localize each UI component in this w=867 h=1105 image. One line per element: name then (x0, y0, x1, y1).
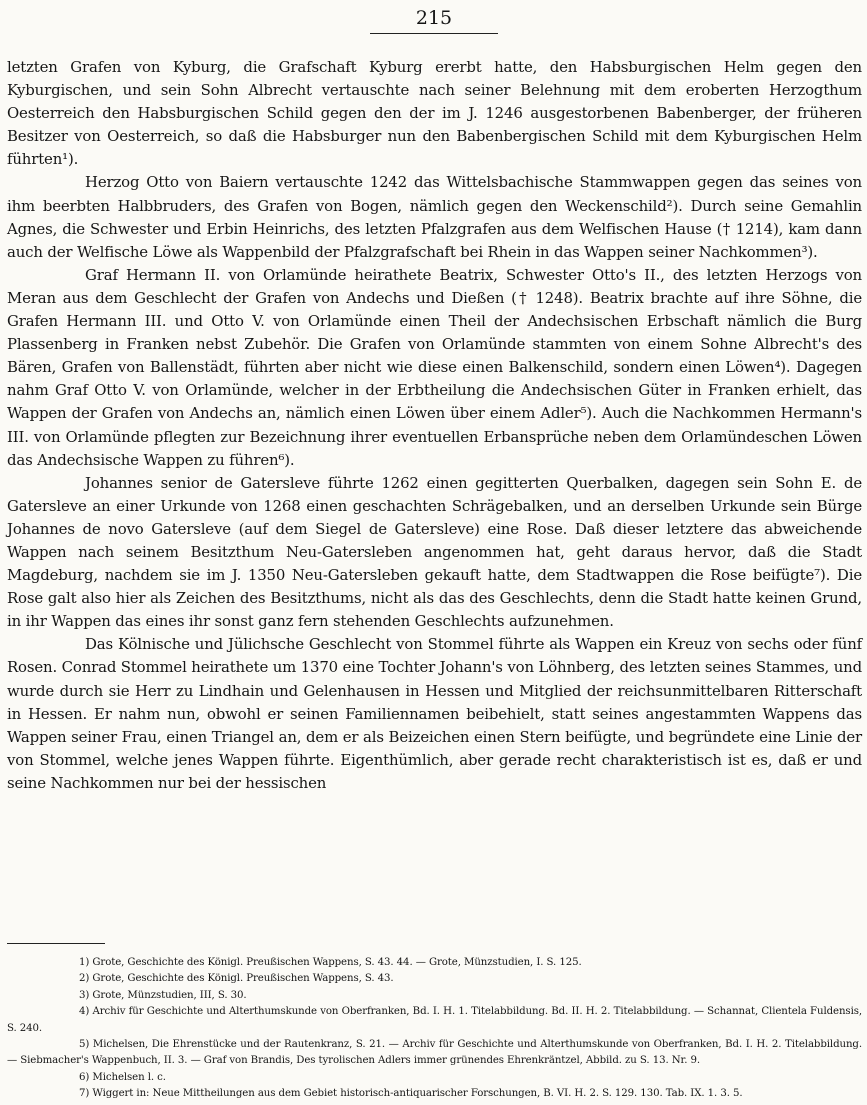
footnote-1: 1) Grote, Geschichte des Königl. Preußischen Wappens, S. 43. 44. — Grote, Münzstudien, I. S. 125. (79, 957, 582, 968)
footnote-6: 6) Michelsen l. c. (79, 1071, 166, 1083)
paragraph-gatersleve: Johannes senior de Gatersleve führte 1262 einen gegitterten Querbalken, dagegen sein Sohn E. de Gatersleve an einer Urkunde von 1268 einen geschachten Schrägebalken, und an derselben Urkunde sein Bürge Johannes de novo Gatersleve (auf dem Siegel de Gatersleve) eine Rose. Daß dieser letztere das abweichende Wappen nach seinem Besitzthum Neu-Gatersleben angenommen hat, geht daraus hervor, daß die Stadt Magdeburg, nachdem sie im J. 1350 Neu-Gatersleben gekauft hatte, dem Stadtwappen die Rose beifügte⁷). Die Rose galt also hier als Zeichen des Besitzthums, nicht als das des Geschlechts, denn die Stadt hatte keinen Grund, in ihr Wappen das eines ihr sonst ganz fern stehenden Geschlechts aufzunehmen. (7, 473, 862, 631)
paragraph-otto-von-baiern: Herzog Otto von Baiern vertauschte 1242 das Wittelsbachische Stammwappen gegen das seines von ihm beerbten Halbbruders, des Grafen von Bogen, nämlich gegen den Weckenschild²). Durch seine Gemahlin Agnes, die Schwester und Erbin Heinrichs, des letzten Pfalzgrafen aus dem Welfischen Hause († 1214), kam dann auch der Welfische Löwe als Wappenbild der Pfalzgrafschaft bei Rhein in das Wappen seiner Nachkommen³). (7, 173, 862, 261)
main-text (7, 56, 862, 795)
footnote-5: 5) Michelsen, Die Ehrenstücke und der Rautenkranz, S. 21. — Archiv für Geschichte und Alterthumskunde von Oberfranken, Bd. I. H. 2. Titelabbildung. — Siebmacher's Wappenbuch, II. 3. — Graf von Brandis, Des tyrolischen Adlers immer grünendes Ehrenkräntzel, Abbild. zu S. 13. Nr. 9. (7, 1039, 862, 1067)
footnote-divider (7, 943, 105, 944)
footnote-2: 2) Grote, Geschichte des Königl. Preußischen Wappens, S. 43. (79, 973, 394, 985)
page-number: 215 (370, 6, 498, 34)
paragraph-stommel: Das Kölnische und Jülichsche Geschlecht von Stommel führte als Wappen ein Kreuz von sechs oder fünf Rosen. Conrad Stommel heirathete um 1370 eine Tochter Johann's von Löhnberg, des letzten seines Stammes, und wurde durch sie Herr zu Lindhain und Gelenhausen in Hessen und Mitglied der reichsunmittelbaren Ritterschaft in Hessen. Er nahm nun, obwohl er seinen Familiennamen beibehielt, statt seines angestammten Wappens das Wappen seiner Frau, einen Triangel an, dem er als Beizeichen einen Stern beifügte, und begründete eine Linie der von Stommel, welche jenes Wappen führte. Eigenthümlich, aber gerade recht charakteristisch ist es, daß er und seine Nachkommen nur bei der hessischen (7, 635, 862, 792)
footnote-7: 7) Wiggert in: Neue Mittheilungen aus dem Gebiet historisch-antiquarischer Forschungen, B. VI. H. 2. S. 129. 130. Tab. IX. 1. 3. 5. (79, 1088, 743, 1100)
paragraph-orlamuende: Graf Hermann II. von Orlamünde heirathete Beatrix, Schwester Otto's II., des letzten Herzogs von Meran aus dem Geschlecht der Grafen von Andechs und Dießen († 1248). Beatrix brachte auf ihre Söhne, die Grafen Hermann III. und Otto V. von Orlamünde einen Theil der Andechsischen Erbschaft nämlich die Burg Plassenberg in Franken nebst Zubehör. Die Grafen von Orlamünde stammten von einem Sohne Albrecht's des Bären, Grafen von Ballenstädt, führten aber nicht wie diese einen Balkenschild, sondern einen Löwen⁴). Dagegen nahm Graf Otto V. von Orlamünde, welcher in der Erbtheilung die Andechsischen Güter in Franken erhielt, das Wappen der Grafen von Andechs an, nämlich einen Löwen über einem Adler⁵). Auch die Nachkommen Hermann's III. von Orlamünde pflegten zur Bezeichnung ihrer eventuellen Erbansprüche neben dem Orlamündeschen Löwen das Andechsische Wappen zu führen⁶). (7, 265, 862, 469)
footnote-3: 3) Grote, Münzstudien, III, S. 30. (79, 989, 247, 1001)
footnotes (7, 955, 862, 1103)
paragraph-kyburg: letzten Grafen von Kyburg, die Grafschaft Kyburg ererbt hatte, den Habsburgischen Helm gegen den Kyburgischen, und sein Sohn Albrecht vertauschte nach seiner Belehnung mit dem eroberten Herzogthum Oesterreich den Habsburgischen Schild gegen den der im J. 1246 ausgestorbenen Babenberger, der früheren Besitzer von Oesterreich, so daß die Habsburger nun den Babenbergischen Schild mit dem Kyburgischen Helm führten¹). (7, 58, 862, 169)
footnote-4: 4) Archiv für Geschichte und Alterthumskunde von Oberfranken, Bd. I. H. 1. Titelabbildung. Bd. II. H. 2. Titelabbildung. — Schannat, Clientela Fuldensis, S. 240. (7, 1006, 862, 1034)
